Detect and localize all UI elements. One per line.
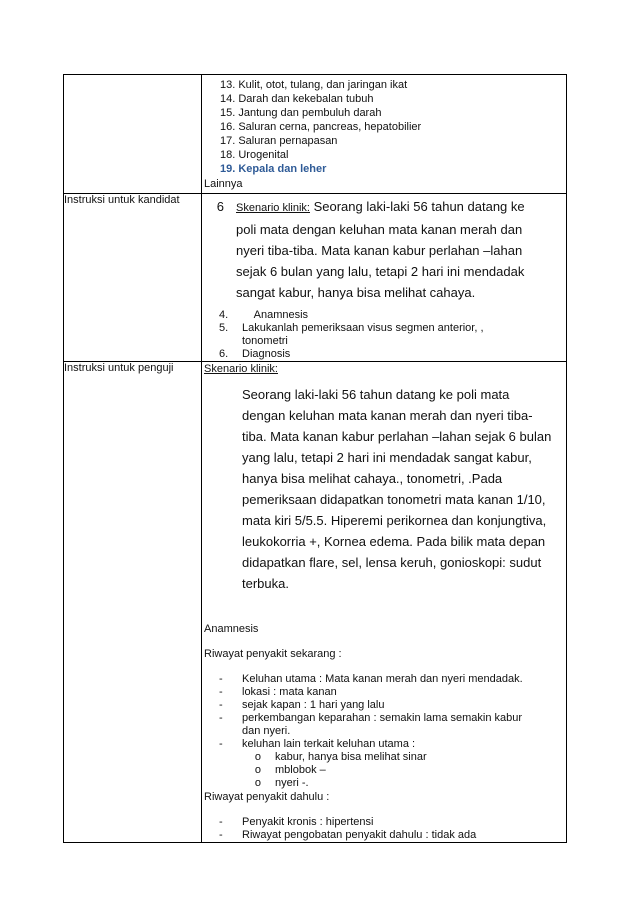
candidate-scenario xyxy=(202,194,566,303)
cell-empty xyxy=(64,75,202,194)
list-item-highlighted: 19. Kepala dan leher xyxy=(220,163,327,175)
list-item: - sejak kapan : 1 hari yang lalu xyxy=(219,699,385,711)
list-item: - keluhan lain terkait keluhan utama : xyxy=(219,738,416,750)
task-text: Lakukanlah pemeriksaan visus segmen anterior, , tonometri xyxy=(242,322,484,347)
list-item: - Keluhan utama : Mata kanan merah dan nyeri mendadak. xyxy=(219,673,523,685)
task-number: 5. xyxy=(219,322,229,334)
rpd-list xyxy=(202,816,566,842)
sub-item: o nyeri -. xyxy=(254,777,309,789)
examiner-label: Instruksi untuk penguji xyxy=(64,362,202,843)
list-item: - Penyakit kronis : hipertensi xyxy=(219,816,374,828)
row-systems xyxy=(64,75,567,194)
scenario-label: Skenario klinik: xyxy=(236,202,310,214)
task-text: Diagnosis xyxy=(242,348,291,360)
list-item: 15. Jantung dan pembuluh darah xyxy=(220,107,382,119)
list-item: 16. Saluran cerna, pancreas, hepatobilier xyxy=(220,121,422,133)
row-examiner xyxy=(64,362,567,843)
system-list xyxy=(202,75,566,176)
list-item: 14. Darah dan kekebalan tubuh xyxy=(220,93,374,105)
cell-systems xyxy=(202,75,567,194)
task-item xyxy=(202,348,566,361)
task-number: 6. xyxy=(219,348,229,360)
anamnesis-title: Anamnesis xyxy=(204,623,259,635)
task-number: 4. xyxy=(219,309,229,321)
rps-sub-list xyxy=(202,751,566,790)
candidate-number: 6 xyxy=(216,199,224,214)
row-candidate xyxy=(64,194,567,362)
task-item xyxy=(202,322,566,348)
sub-item: o kabur, hanya bisa melihat sinar xyxy=(254,751,427,763)
list-item: 13. Kulit, otot, tulang, dan jaringan ikat xyxy=(220,79,408,91)
examiner-scenario-label: Skenario klinik: xyxy=(204,363,278,375)
rps-list xyxy=(202,673,566,751)
candidate-label: Instruksi untuk kandidat xyxy=(64,194,202,362)
examiner-scenario-text: Seorang laki-laki 56 tahun datang ke poli mata dengan keluhan mata kanan merah dan nyeri tiba-tiba. Mata kanan kabur perlahan –lahan sejak 6 bulan yang lalu, tetapi 2 hari ini mendadak sangat kabur, hanya bisa melihat cahaya., tonometri, .Pada pemeriksaan didapatkan tonometri mata kanan 1/10, mata kiri 5/5.5. Hiperemi perikornea dan konjungtiva, leukokorria +, Kornea edema. Pada bilik mata depan didapatkan flare, sel, lensa keruh, gonioskopi: sudut terbuka. xyxy=(242,387,552,591)
rpd-title: Riwayat penyakit dahulu : xyxy=(204,791,330,803)
cell-candidate xyxy=(202,194,567,362)
sub-item: o mblobok – xyxy=(254,764,326,776)
task-item xyxy=(202,309,566,322)
exam-table xyxy=(63,74,567,843)
list-item: - perkembangan keparahan : semakin lama semakin kabur dan nyeri. xyxy=(219,712,523,737)
scenario-body: Seorang laki-laki 56 tahun datang ke poli mata dengan keluhan mata kanan merah dan nyeri tiba-tiba. Mata kanan kabur perlahan –lahan sejak 6 bulan yang lalu, tetapi 2 hari ini mendadak sangat kabur, hanya bisa melihat cahaya. xyxy=(236,199,525,300)
list-item: - Riwayat pengobatan penyakit dahulu : tidak ada xyxy=(219,829,477,841)
candidate-scenario-text xyxy=(236,196,536,303)
list-item: 18. Urogenital xyxy=(220,149,289,161)
cell-examiner xyxy=(202,362,567,843)
list-item: 17. Saluran pernapasan xyxy=(220,135,338,147)
task-list xyxy=(202,309,566,361)
rps-title: Riwayat penyakit sekarang : xyxy=(204,648,342,660)
lainnya-label: Lainnya xyxy=(204,178,243,190)
task-text: Anamnesis xyxy=(242,309,309,321)
list-item: - lokasi : mata kanan xyxy=(219,686,337,698)
